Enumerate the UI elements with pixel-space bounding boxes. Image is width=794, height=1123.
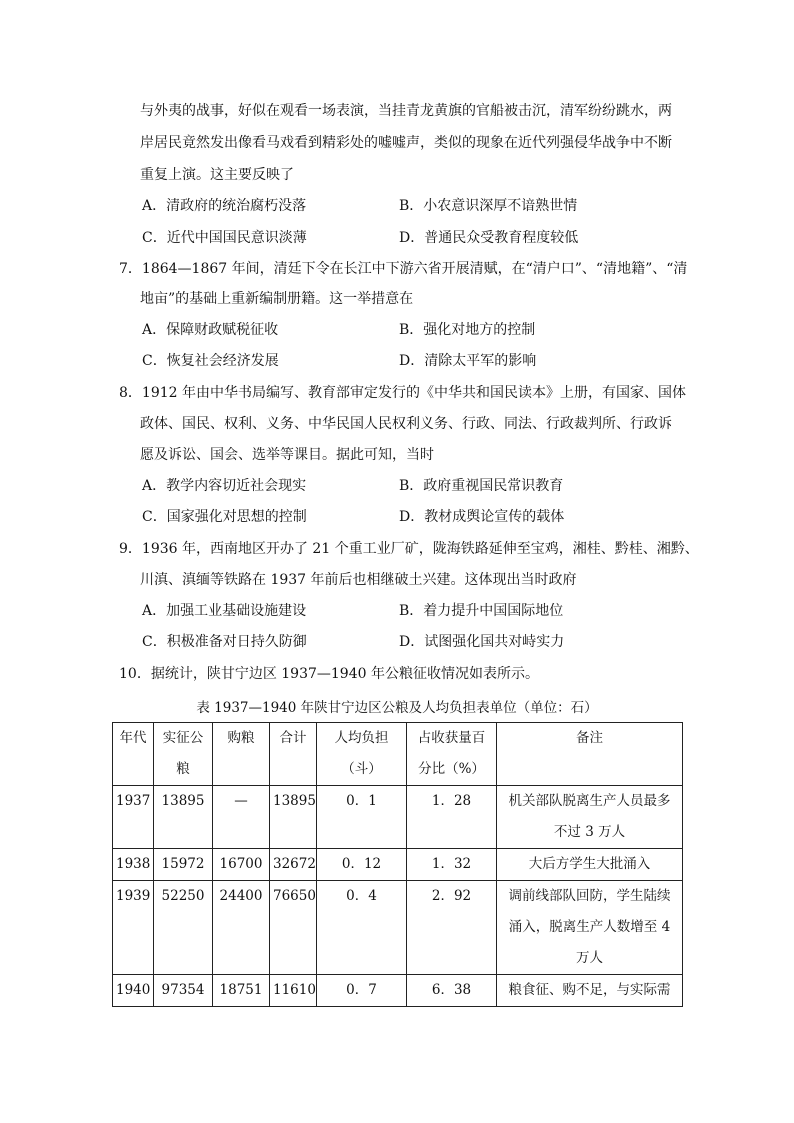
- q6-option-c: C．近代中国国民意识淡薄: [142, 230, 307, 246]
- q9-option-d: D．试图强化国共对峙实力: [399, 634, 565, 650]
- cell-per-capita: 0．7: [317, 975, 407, 1007]
- cell-note: [497, 975, 683, 1007]
- header-percent: [407, 723, 497, 786]
- table-row: [113, 975, 683, 1007]
- q6-line-2: 岸居民竟然发出像看马戏看到精彩处的嘘嘘声，类似的现象在近代列强侵华战争中不断: [140, 135, 672, 151]
- cell-buy: 18751: [213, 975, 270, 1007]
- header-levy: [154, 723, 213, 786]
- q7-option-a: A．保障财政赋税征收: [142, 322, 279, 338]
- q6-option-b: B．小农意识深厚不谙熟世情: [399, 198, 578, 214]
- cell-note: [497, 881, 683, 975]
- cell-total: 76650: [270, 881, 317, 975]
- q8-option-d: D．教材成舆论宣传的载体: [399, 509, 565, 525]
- header-percent-line-1: 占收获量百: [417, 730, 486, 746]
- table-caption: 表 1937—1940 年陕甘宁边区公粮及人均负担表单位（单位：石）: [196, 700, 598, 716]
- table-header-row: [113, 723, 683, 786]
- q8-option-a: A．教学内容切近社会现实: [142, 478, 307, 494]
- cell-percent: 1．28: [407, 786, 497, 849]
- q6-option-d: D．普通民众受教育程度较低: [399, 230, 579, 246]
- cell-note: [497, 786, 683, 849]
- header-per-capita-line-2: （斗）: [341, 761, 382, 777]
- note-line: 机关部队脱离生产人员最多: [508, 793, 671, 809]
- cell-levy: 97354: [154, 975, 213, 1007]
- q9-line-1: 9．1936 年，西南地区开办了 21 个重工业厂矿，陇海铁路延伸至宝鸡，湘桂、黔桂、湘黔、: [119, 541, 699, 557]
- cell-per-capita: 0．12: [317, 849, 407, 881]
- cell-per-capita: 0．1: [317, 786, 407, 849]
- cell-percent: 2．92: [407, 881, 497, 975]
- cell-year: 1940: [113, 975, 154, 1007]
- cell-note: [497, 849, 683, 881]
- cell-buy: 24400: [213, 881, 270, 975]
- q10-line-1: 10．据统计，陕甘宁边区 1937—1940 年公粮征收情况如表所示。: [119, 666, 539, 682]
- cell-buy: 16700: [213, 849, 270, 881]
- q7-option-b: B．强化对地方的控制: [399, 322, 536, 338]
- note-line: 万人: [576, 950, 603, 966]
- q8-line-1: 8．1912 年由中华书局编写、教育部审定发行的《中华共和国民读本》上册，有国家、国体: [119, 385, 686, 401]
- q7-line-2: 地亩”的基础上重新编制册籍。这一举措意在: [140, 291, 414, 307]
- table-row: [113, 881, 683, 975]
- cell-year: 1938: [113, 849, 154, 881]
- grain-levy-table: [112, 722, 683, 1007]
- q8-option-b: B．政府重视国民常识教育: [399, 478, 564, 494]
- cell-percent: 6．38: [407, 975, 497, 1007]
- cell-levy: 13895: [154, 786, 213, 849]
- note-line: 不过 3 万人: [553, 824, 626, 840]
- header-per-capita: [317, 723, 407, 786]
- q9-option-c: C．积极准备对日持久防御: [142, 634, 307, 650]
- q6-line-3: 重复上演。这主要反映了: [140, 167, 294, 183]
- cell-total: 11610: [270, 975, 317, 1007]
- cell-total: 32672: [270, 849, 317, 881]
- cell-levy: 15972: [154, 849, 213, 881]
- table-row: [113, 849, 683, 881]
- q7-option-d: D．清除太平军的影响: [399, 353, 537, 369]
- cell-levy: 52250: [154, 881, 213, 975]
- header-per-capita-line-1: 人均负担: [334, 730, 389, 746]
- q8-line-3: 愿及诉讼、国会、选举等课目。据此可知，当时: [140, 447, 434, 463]
- q7-line-1: 7．1864—1867 年间，清廷下令在长江中下游六省开展清赋，在“清户口”、“清地籍”、“清: [119, 261, 688, 277]
- cell-year: 1939: [113, 881, 154, 975]
- q9-option-a: A．加强工业基础设施建设: [142, 603, 307, 619]
- note-line: 粮食征、购不足，与实际需: [508, 982, 671, 998]
- cell-total: 13895: [270, 786, 317, 849]
- cell-per-capita: 0．4: [317, 881, 407, 975]
- q6-line-1: 与外夷的战事，好似在观看一场表演，当挂青龙黄旗的官船被击沉，清军纷纷跳水，两: [140, 103, 672, 119]
- note-line: 涌入，脱离生产人数增至 4: [508, 919, 671, 935]
- header-buy: 购粮: [213, 723, 270, 786]
- q8-line-2: 政体、国民、权利、义务、中华民国人民权利义务、行政、同法、行政裁判所、行政诉: [140, 416, 672, 432]
- note-line: 调前线部队回防，学生陆续: [508, 888, 671, 904]
- table-row: [113, 786, 683, 849]
- cell-year: 1937: [113, 786, 154, 849]
- header-levy-line-1: 实征公: [162, 730, 204, 746]
- note-line: 大后方学生大批涌入: [528, 856, 651, 872]
- header-total: 合计: [270, 723, 317, 786]
- q6-option-a: A．清政府的统治腐朽没落: [142, 198, 307, 214]
- header-levy-line-2: 粮: [176, 761, 190, 777]
- cell-buy: —: [213, 786, 270, 849]
- header-percent-line-2: 分比（%）: [418, 761, 485, 777]
- q7-option-c: C．恢复社会经济发展: [142, 353, 279, 369]
- cell-percent: 1．32: [407, 849, 497, 881]
- header-year: 年代: [113, 723, 154, 786]
- q9-line-2: 川滇、滇缅等铁路在 1937 年前后也相继破土兴建。这体现出当时政府: [140, 572, 577, 588]
- q8-option-c: C．国家强化对思想的控制: [142, 509, 307, 525]
- header-note: 备注: [497, 723, 683, 786]
- q9-option-b: B．着力提升中国国际地位: [399, 603, 564, 619]
